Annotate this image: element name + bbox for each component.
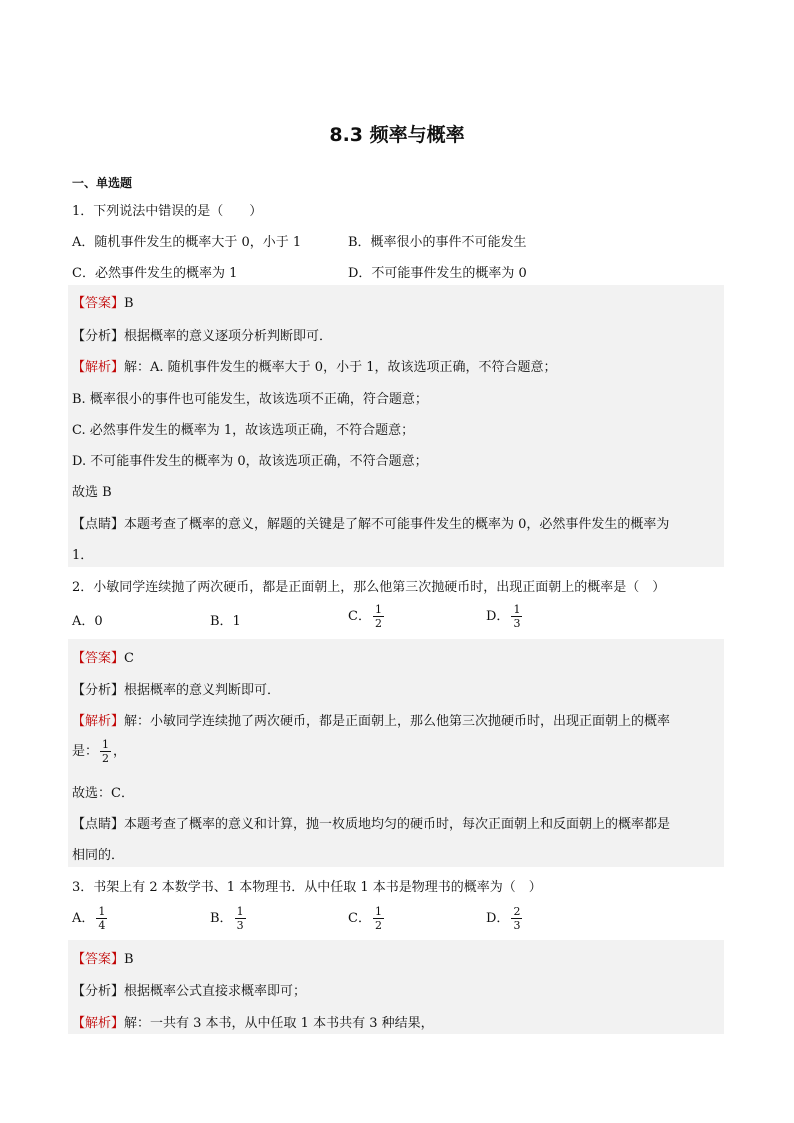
q1-comment-line-2: 1． bbox=[72, 548, 94, 563]
q2-comment-line-2: 相同的． bbox=[72, 848, 125, 863]
analysis-tag: 【分析】 bbox=[72, 683, 125, 698]
solution-text: 解：A. 随机事件发生的概率大于 0，小于 1，故该选项正确，不符合题意； bbox=[124, 360, 557, 375]
solution-text: 解：一共有 3 本书，从中任取 1 本书共有 3 种结果， bbox=[124, 1016, 434, 1031]
analysis-tag: 【分析】 bbox=[72, 329, 125, 344]
q2-option-b: B．1 bbox=[210, 614, 241, 629]
solution-tag: 【解析】 bbox=[72, 360, 125, 375]
section-heading: 一、单选题 bbox=[72, 176, 133, 190]
answer-value: B bbox=[124, 952, 134, 967]
q3-option-a: A． $\frac{1}{4}$ bbox=[72, 905, 106, 932]
fraction: $\frac{1}{2}$ bbox=[374, 603, 382, 630]
solution-tag: 【解析】 bbox=[72, 1016, 125, 1031]
q2-stem: 2．小敏同学连续抛了两次硬币，都是正面朝上，那么他第三次抛硬币时，出现正面朝上的概率是（ ） bbox=[72, 580, 666, 595]
q1-solution-line-3: C. 必然事件发生的概率为 1，故该选项正确，不符合题意； bbox=[72, 423, 415, 438]
comment-tag: 【点睛】 bbox=[72, 817, 125, 832]
q1-option-d: D．不可能事件发生的概率为 0 bbox=[348, 266, 527, 281]
q1-solution-line-1 bbox=[72, 356, 556, 375]
analysis-tag: 【分析】 bbox=[72, 984, 125, 999]
answer-value: C bbox=[124, 651, 134, 666]
q1-answer bbox=[72, 292, 134, 311]
q3-option-d: D． $\frac{2}{3}$ bbox=[486, 905, 521, 932]
fraction: $\frac{2}{3}$ bbox=[513, 905, 521, 932]
q2-solution-line-1 bbox=[72, 710, 670, 729]
q1-option-a: A．随机事件发生的概率大于 0，小于 1 bbox=[72, 235, 302, 250]
answer-tag: 【答案】 bbox=[72, 952, 125, 967]
q3-option-b: B． $\frac{1}{3}$ bbox=[210, 905, 244, 932]
comment-text: 本题考查了概率的意义和计算，抛一枚质地均匀的硬币时，每次正面朝上和反面朝上的概率都是 bbox=[124, 817, 671, 832]
fraction: $\frac{1}{3}$ bbox=[513, 603, 521, 630]
q1-stem: 1．下列说法中错误的是（ ） bbox=[72, 204, 263, 219]
q2-option-a: A．0 bbox=[72, 614, 103, 629]
fraction: $\frac{1}{2}$ bbox=[102, 738, 110, 765]
q3-option-c: C． $\frac{1}{2}$ bbox=[348, 905, 382, 932]
analysis-text: 根据概率的意义判断即可． bbox=[124, 683, 281, 698]
fraction: $\frac{1}{4}$ bbox=[98, 905, 106, 932]
q1-option-c: C．必然事件发生的概率为 1 bbox=[72, 266, 238, 281]
fraction: $\frac{1}{3}$ bbox=[236, 905, 244, 932]
q2-analysis bbox=[72, 679, 280, 698]
comment-tag: 【点睛】 bbox=[72, 517, 125, 532]
q3-answer bbox=[72, 948, 134, 967]
comment-text: 本题考查了概率的意义，解题的关键是了解不可能事件发生的概率为 0，必然事件发生的概率为 bbox=[124, 517, 670, 532]
answer-tag: 【答案】 bbox=[72, 651, 125, 666]
q1-solution-line-4: D. 不可能事件发生的概率为 0，故该选项正确，不符合题意； bbox=[72, 454, 428, 469]
q3-stem: 3．书架上有 2 本数学书、1 本物理书．从中任取 1 本书是物理书的概率为（ ） bbox=[72, 880, 542, 895]
answer-tag: 【答案】 bbox=[72, 296, 125, 311]
q2-comment-line-1 bbox=[72, 813, 670, 832]
q1-comment-line-1 bbox=[72, 513, 669, 532]
analysis-text: 根据概率的意义逐项分析判断即可． bbox=[124, 329, 333, 344]
document-title: 8.3 频率与概率 bbox=[329, 124, 465, 146]
q2-solution-line-2: 是： $\frac{1}{2}$ ， bbox=[72, 738, 127, 765]
q2-option-c: C． $\frac{1}{2}$ bbox=[348, 603, 382, 630]
fraction: $\frac{1}{2}$ bbox=[374, 905, 382, 932]
answer-value: B bbox=[124, 296, 134, 311]
solution-text: 解：小敏同学连续抛了两次硬币，都是正面朝上，那么他第三次抛硬币时，出现正面朝上的概率 bbox=[124, 714, 671, 729]
q3-analysis bbox=[72, 980, 306, 999]
q1-solution-line-2: B. 概率很小的事件也可能发生，故该选项不正确，符合题意； bbox=[72, 392, 428, 407]
q1-option-b: B．概率很小的事件不可能发生 bbox=[348, 235, 527, 250]
solution-tag: 【解析】 bbox=[72, 714, 125, 729]
q1-solution-line-5: 故选 B bbox=[72, 485, 112, 500]
q2-option-d: D． $\frac{1}{3}$ bbox=[486, 603, 521, 630]
q2-solution-line-3: 故选：C． bbox=[72, 786, 134, 801]
q3-solution bbox=[72, 1012, 434, 1031]
q2-answer bbox=[72, 647, 134, 666]
q2-answer-box bbox=[68, 639, 724, 867]
q1-analysis bbox=[72, 325, 332, 344]
analysis-text: 根据概率公式直接求概率即可； bbox=[124, 984, 307, 999]
